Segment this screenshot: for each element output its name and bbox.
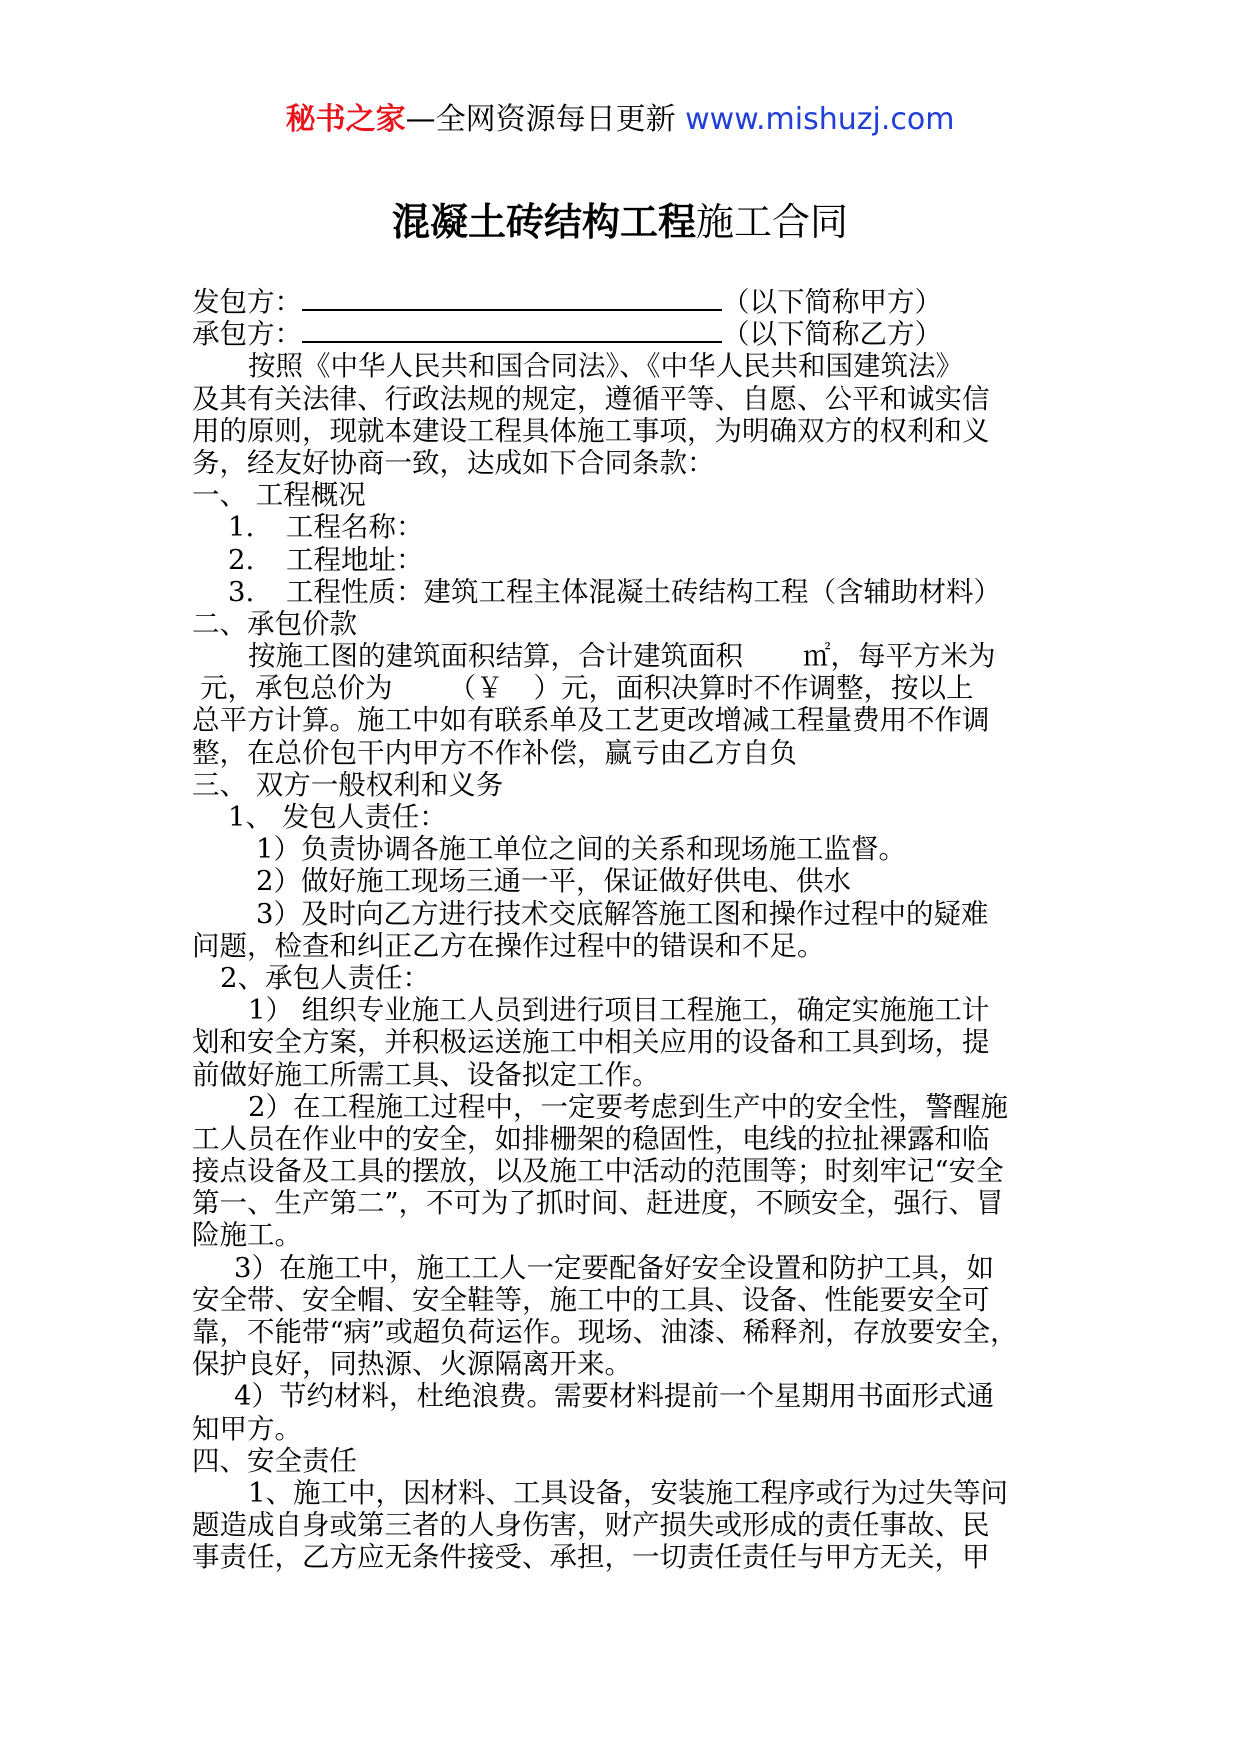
list-item-cont: 险施工。 xyxy=(192,1219,302,1252)
list-item-cont: 安全带、安全帽、安全鞋等，施工中的工具、设备、性能要安全可 xyxy=(192,1283,990,1316)
document-title xyxy=(0,198,1240,246)
list-item: 2）做好施工现场三通一平，保证做好供电、供水 xyxy=(256,865,851,898)
list-item-cont: 题造成自身或第三者的人身伤害，财产损失或形成的责任事故、民 xyxy=(192,1509,990,1542)
list-item: 1） 组织专业施工人员到进行项目工程施工，确定实施施工计 xyxy=(248,994,990,1027)
contract-body xyxy=(192,286,1062,1574)
intro-line-3: 用的原则，现就本建设工程具体施工事项，为明确双方的权利和义 xyxy=(192,414,990,447)
brand-name: 秘书之家 xyxy=(285,102,406,137)
party-b-suffix: （以下简称乙方） xyxy=(722,318,942,351)
title-normal-part: 施工合同 xyxy=(696,200,849,244)
list-item-cont: 工人员在作业中的安全，如排栅架的稳固性，电线的拉扯裸露和临 xyxy=(192,1122,990,1155)
list-item: 1. 工程名称： xyxy=(228,511,424,544)
list-item-cont: 事责任，乙方应无条件接受、承担，一切责任责任与甲方无关，甲 xyxy=(192,1541,990,1574)
section-heading-3: 三、 双方一般权利和义务 xyxy=(192,768,504,801)
price-line-1: 按施工图的建筑面积结算，合计建筑面积 ㎡，每平方米为 xyxy=(248,640,996,673)
section-heading-4: 四、安全责任 xyxy=(192,1444,357,1477)
list-item-cont: 划和安全方案，并积极运送施工中相关应用的设备和工具到场，提 xyxy=(192,1026,990,1059)
party-a-line xyxy=(192,286,1062,318)
sub-heading: 1、 发包人责任： xyxy=(228,801,447,833)
list-item: 1、施工中，因材料、工具设备，安装施工程序或行为过失等问 xyxy=(248,1476,1008,1509)
list-item-cont: 保护良好，同热源、火源隔离开来。 xyxy=(192,1348,632,1381)
list-item: 1）负责协调各施工单位之间的关系和现场施工监督。 xyxy=(256,833,906,866)
section-heading-1: 一、 工程概况 xyxy=(192,479,366,512)
list-item-cont: 接点设备及工具的摆放，以及施工中活动的范围等；时刻牢记“安全 xyxy=(192,1155,1004,1188)
site-url-link[interactable]: www.mishuzj.com xyxy=(685,102,955,137)
price-line-3: 总平方计算。施工中如有联系单及工艺更改增减工程量费用不作调 xyxy=(192,704,990,737)
intro-line-1: 按照《中华人民共和国合同法》、《中华人民共和国建筑法》 xyxy=(248,350,963,383)
party-a-label: 发包方： xyxy=(192,286,302,318)
list-item-cont: 前做好施工所需工具、设备拟定工作。 xyxy=(192,1058,660,1091)
price-line-2: 元，承包总价为 （￥ ）元，面积决算时不作调整，按以上 xyxy=(200,672,974,705)
site-header xyxy=(0,100,1240,140)
list-item: 3）及时向乙方进行技术交底解答施工图和操作过程中的疑难 xyxy=(256,897,989,930)
party-a-suffix: （以下简称甲方） xyxy=(722,286,942,318)
price-line-4: 整，在总价包干内甲方不作补偿，赢亏由乙方自负 xyxy=(192,736,797,769)
header-slogan: —全网资源每日更新 xyxy=(405,102,686,137)
list-item-cont: 问题，检查和纠正乙方在操作过程中的错误和不足。 xyxy=(192,929,825,962)
list-item-cont: 靠，不能带“病”或超负荷运作。现场、油漆、稀释剂，存放要安全， xyxy=(192,1316,1018,1348)
title-bold-part: 混凝土砖结构工程 xyxy=(391,200,696,244)
sub-heading: 2、承包人责任： xyxy=(220,961,430,994)
intro-line-2: 及其有关法律、行政法规的规定，遵循平等、自愿、公平和诚实信 xyxy=(192,382,990,415)
party-b-label: 承包方： xyxy=(192,318,302,351)
list-item: 4）节约材料，杜绝浪费。需要材料提前一个星期用书面形式通 xyxy=(234,1380,994,1413)
list-item: 3. 工程性质：建筑工程主体混凝土砖结构工程（含辅助材料） xyxy=(228,575,1001,608)
list-item: 2. 工程地址： xyxy=(228,543,424,576)
list-item-cont: 第一、生产第二”，不可为了抓时间、赶进度，不顾安全，强行、冒 xyxy=(192,1187,1004,1220)
list-item: 3）在施工中，施工工人一定要配备好安全设置和防护工具，如 xyxy=(234,1251,994,1284)
party-b-blank xyxy=(302,319,722,343)
section-heading-2: 二、承包价款 xyxy=(192,607,357,640)
intro-line-4: 务，经友好协商一致，达成如下合同条款： xyxy=(192,446,715,479)
party-a-blank xyxy=(302,287,722,311)
party-b-line xyxy=(192,318,1062,350)
list-item: 2）在工程施工过程中，一定要考虑到生产中的安全性，警醒施 xyxy=(248,1090,1008,1123)
list-item-cont: 知甲方。 xyxy=(192,1412,302,1445)
